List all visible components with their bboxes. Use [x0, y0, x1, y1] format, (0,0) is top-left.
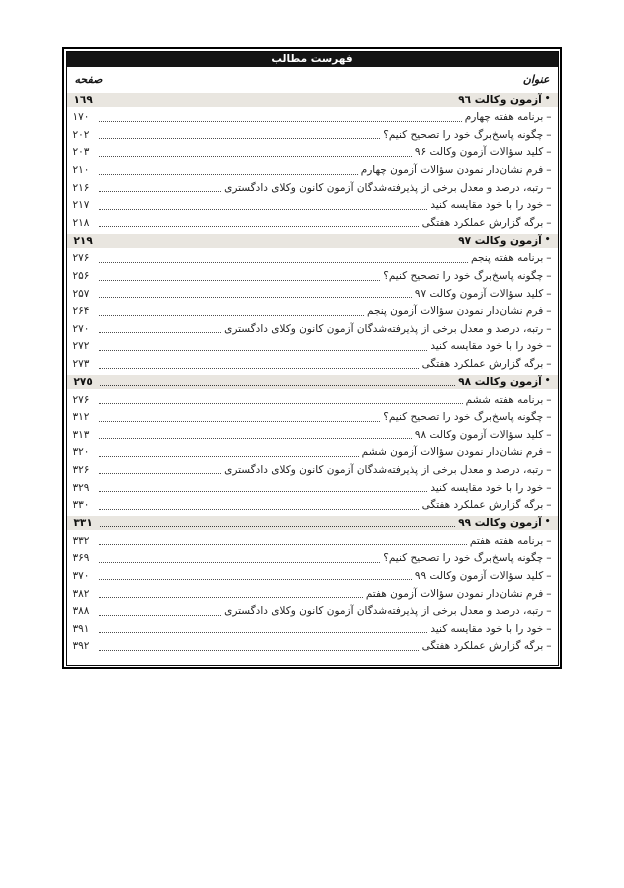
item-dash: – [546, 340, 552, 353]
item-label: فرم نشان‌دار نمودن سؤالات آزمون هفتم [365, 587, 544, 600]
item-dash: – [546, 463, 552, 476]
item-leader-dots [99, 218, 419, 227]
toc-item-row [73, 250, 552, 268]
item-dash: – [546, 199, 552, 212]
item-dash: – [546, 111, 552, 124]
item-label: رتبه، درصد و معدل برخی از پذیرفته‌شدگان آزمون کانون وکلای دادگستری [224, 463, 544, 476]
item-page-number: ۳۱۲ [72, 411, 90, 424]
item-dash: – [546, 428, 552, 441]
item-label: فرم نشان‌دار نمودن سؤالات آزمون ششم [361, 446, 544, 459]
item-dash: – [546, 481, 552, 494]
toc-item-row [73, 196, 552, 214]
item-leader-dots [99, 571, 412, 580]
item-label: کلید سؤالات آزمون وکالت ۹۶ [414, 146, 544, 159]
item-page-number: ۲۱۰ [72, 164, 90, 177]
item-leader-dots [99, 113, 462, 122]
item-label: کلید سؤالات آزمون وکالت ۹۷ [414, 287, 544, 300]
item-page-number: ۲۰۲ [72, 128, 90, 141]
item-leader-dots [99, 342, 428, 351]
toc-sections [73, 93, 552, 656]
item-dash: – [546, 499, 552, 512]
item-label: کلید سؤالات آزمون وکالت ۹۹ [414, 569, 544, 582]
toc-item-row [73, 532, 552, 550]
toc-item-row [73, 408, 552, 426]
item-dash: – [546, 640, 552, 653]
item-dash: – [546, 446, 552, 459]
toc-item-row [73, 126, 552, 144]
toc-title-bar: فهرست مطالب [67, 52, 558, 67]
toc-item-row [73, 620, 552, 638]
item-page-number: ۳۲۶ [72, 463, 90, 476]
toc-item-row [73, 391, 552, 409]
item-dash: – [546, 411, 552, 424]
section-page-number: ٢١٩ [73, 234, 93, 247]
item-label: رتبه، درصد و معدل برخی از پذیرفته‌شدگان آزمون کانون وکلای دادگستری [224, 322, 544, 335]
item-dash: – [546, 270, 552, 283]
item-label: خود را با خود مقایسه کنید [430, 622, 544, 635]
toc-section-row [67, 516, 558, 530]
item-leader-dots [99, 289, 412, 298]
column-header-title: عنوان [522, 73, 550, 86]
item-page-number: ۱۷۰ [72, 111, 90, 124]
item-label: فرم نشان‌دار نمودن سؤالات آزمون پنجم [366, 305, 544, 318]
toc-item-row [73, 320, 552, 338]
toc-item-row [73, 214, 552, 232]
item-page-number: ۳۳۰ [72, 499, 90, 512]
item-page-number: ۲۷۳ [72, 358, 90, 371]
item-dash: – [546, 587, 552, 600]
item-dash: – [546, 128, 552, 141]
section-label: آزمون وکالت ٩٩ [458, 516, 542, 529]
section-label: آزمون وکالت ٩٧ [458, 234, 542, 247]
item-label: برگه گزارش عملکرد هفتگی [421, 499, 544, 512]
item-label: فرم نشان‌دار نمودن سؤالات آزمون چهارم [360, 164, 544, 177]
item-leader-dots [99, 272, 381, 281]
item-leader-dots [99, 360, 419, 369]
item-label: چگونه پاسخ‌برگ خود را تصحیح کنیم؟ [383, 270, 544, 283]
item-page-number: ۳۷۰ [72, 569, 90, 582]
item-leader-dots [99, 201, 428, 210]
section-page-number: ٣٣١ [73, 516, 93, 529]
section-leader-dots [100, 519, 456, 527]
item-label: رتبه، درصد و معدل برخی از پذیرفته‌شدگان آزمون کانون وکلای دادگستری [224, 181, 544, 194]
section-label: آزمون وکالت ٩٨ [458, 375, 542, 388]
item-leader-dots [99, 148, 412, 157]
section-page-number: ١٦٩ [73, 93, 93, 106]
toc-item-row [73, 638, 552, 656]
section-leader-dots [100, 237, 456, 245]
item-dash: – [546, 252, 552, 265]
item-dash: – [546, 358, 552, 371]
item-leader-dots [99, 307, 364, 316]
item-leader-dots [99, 589, 363, 598]
item-dash: – [546, 534, 552, 547]
toc-item-row [73, 479, 552, 497]
item-dash: – [546, 146, 552, 159]
section-label: آزمون وکالت ٩٦ [458, 93, 542, 106]
section-bullet-icon: • [544, 235, 551, 246]
item-leader-dots [99, 554, 381, 563]
item-label: برنامه هفته پنجم [470, 252, 544, 265]
item-leader-dots [99, 536, 467, 545]
item-page-number: ۳۸۸ [72, 605, 90, 618]
item-page-number: ۳۸۲ [72, 587, 90, 600]
item-page-number: ۲۷۰ [72, 322, 90, 335]
item-label: خود را با خود مقایسه کنید [430, 340, 544, 353]
item-label: برگه گزارش عملکرد هفتگی [421, 640, 544, 653]
toc-item-row [73, 496, 552, 514]
toc-item-row [73, 302, 552, 320]
item-page-number: ۲۶۴ [72, 305, 90, 318]
toc-item-row [73, 585, 552, 603]
section-page-number: ٢٧٥ [73, 375, 93, 388]
item-page-number: ۳۳۲ [72, 534, 90, 547]
item-label: خود را با خود مقایسه کنید [430, 481, 544, 494]
item-label: برنامه هفته چهارم [464, 111, 544, 124]
toc-item-row [73, 144, 552, 162]
item-leader-dots [99, 166, 358, 175]
item-leader-dots [99, 413, 381, 422]
toc-item-row [73, 355, 552, 373]
toc-item-row [73, 338, 552, 356]
item-dash: – [546, 622, 552, 635]
item-label: برگه گزارش عملکرد هفتگی [421, 216, 544, 229]
item-page-number: ۲۱۷ [72, 199, 90, 212]
item-leader-dots [99, 395, 463, 404]
item-page-number: ۳۹۱ [72, 622, 90, 635]
toc-content [67, 67, 558, 665]
toc-item-row [73, 426, 552, 444]
item-dash: – [546, 287, 552, 300]
item-leader-dots [99, 448, 359, 457]
item-label: رتبه، درصد و معدل برخی از پذیرفته‌شدگان آزمون کانون وکلای دادگستری [224, 605, 544, 618]
item-dash: – [546, 393, 552, 406]
section-bullet-icon: • [544, 94, 551, 104]
item-dash: – [546, 569, 552, 582]
item-leader-dots [99, 501, 419, 510]
item-label: برنامه هفته هفتم [469, 534, 544, 547]
toc-frame-inner [66, 51, 559, 666]
item-page-number: ۳۲۰ [72, 446, 90, 459]
toc-item-row [73, 602, 552, 620]
toc-item-row [73, 161, 552, 179]
item-dash: – [546, 164, 552, 177]
toc-item-row [73, 444, 552, 462]
item-page-number: ۲۷۲ [72, 340, 90, 353]
section-bullet-icon: • [544, 517, 551, 528]
item-dash: – [546, 181, 552, 194]
toc-item-row [73, 267, 552, 285]
item-page-number: ۳۲۹ [72, 481, 90, 494]
item-page-number: ۲۷۶ [72, 393, 90, 406]
item-leader-dots [99, 254, 468, 263]
item-label: خود را با خود مقایسه کنید [430, 199, 544, 212]
item-label: چگونه پاسخ‌برگ خود را تصحیح کنیم؟ [383, 552, 544, 565]
toc-item-row [73, 550, 552, 568]
item-page-number: ۲۰۳ [72, 146, 90, 159]
item-label: برگه گزارش عملکرد هفتگی [421, 358, 544, 371]
item-leader-dots [99, 465, 222, 474]
item-leader-dots [99, 483, 428, 492]
item-label: چگونه پاسخ‌برگ خود را تصحیح کنیم؟ [383, 411, 544, 424]
toc-section-row [67, 93, 558, 107]
item-page-number: ۳۹۲ [72, 640, 90, 653]
item-dash: – [546, 552, 552, 565]
item-leader-dots [99, 624, 428, 633]
item-page-number: ۲۷۶ [72, 252, 90, 265]
toc-item-row [73, 109, 552, 127]
toc-item-row [73, 567, 552, 585]
item-page-number: ۲۵۷ [72, 287, 90, 300]
section-leader-dots [100, 378, 456, 386]
item-label: چگونه پاسخ‌برگ خود را تصحیح کنیم؟ [383, 128, 544, 141]
item-label: برنامه هفته ششم [465, 393, 544, 406]
item-page-number: ۲۱۸ [72, 216, 90, 229]
item-dash: – [546, 605, 552, 618]
toc-item-row [73, 179, 552, 197]
toc-item-row [73, 285, 552, 303]
item-leader-dots [99, 183, 222, 192]
column-header-row [73, 67, 552, 91]
item-page-number: ۳۶۹ [72, 552, 90, 565]
item-leader-dots [99, 607, 222, 616]
item-leader-dots [99, 324, 222, 333]
item-page-number: ۲۵۶ [72, 270, 90, 283]
column-header-page: صفحه [74, 73, 103, 86]
item-dash: – [546, 305, 552, 318]
toc-section-row [67, 234, 558, 248]
item-dash: – [546, 322, 552, 335]
toc-section-row [67, 375, 558, 389]
item-page-number: ۳۱۳ [72, 428, 90, 441]
toc-frame [62, 47, 562, 669]
item-label: کلید سؤالات آزمون وکالت ۹۸ [414, 428, 544, 441]
item-page-number: ۲۱۶ [72, 181, 90, 194]
item-leader-dots [99, 130, 381, 139]
toc-item-row [73, 461, 552, 479]
item-leader-dots [99, 642, 419, 651]
section-leader-dots [100, 96, 456, 104]
item-dash: – [546, 216, 552, 229]
section-bullet-icon: • [544, 376, 551, 387]
item-leader-dots [99, 430, 412, 439]
